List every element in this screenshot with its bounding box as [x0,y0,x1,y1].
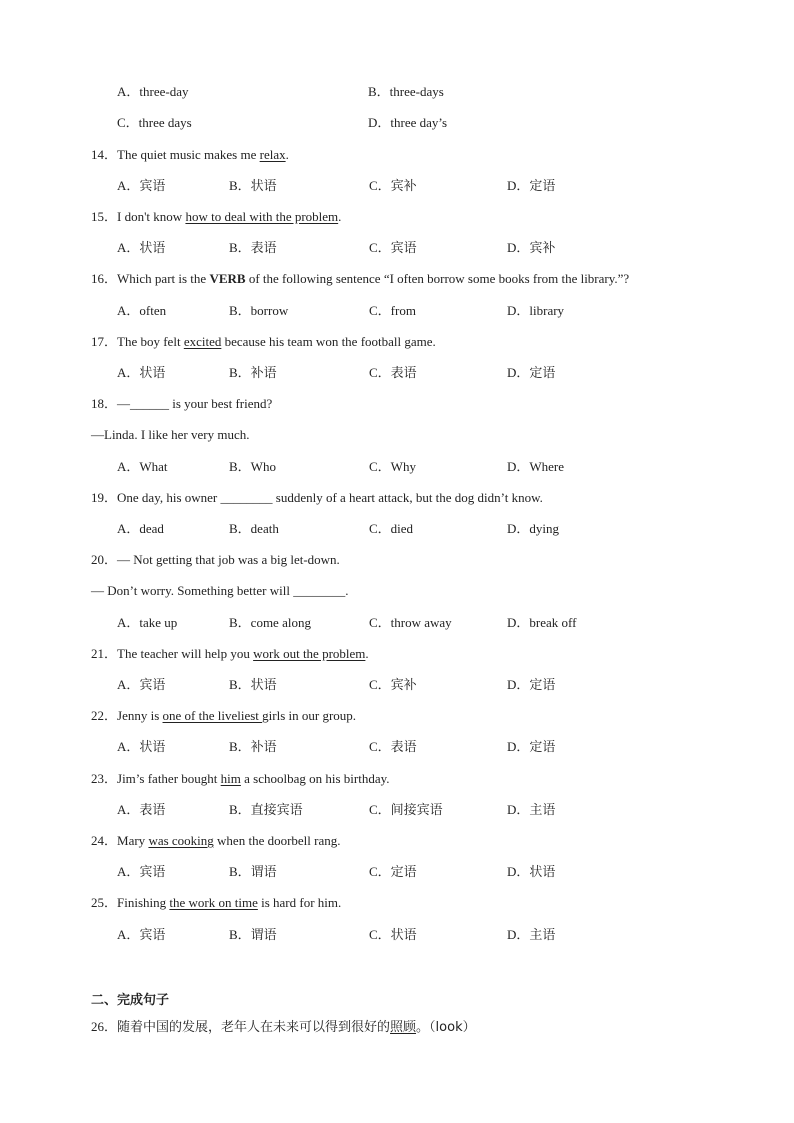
q18-option-a[interactable] [117,459,168,475]
q22-options-1-letter: B． [229,739,251,754]
question-14-stem [91,147,289,163]
q17-options-0-letter: A． [117,365,140,380]
q20-option-d[interactable] [507,615,576,631]
q23-option-b[interactable] [229,802,303,819]
q21-post: . [365,646,369,661]
q13-options-1-text: three-days [389,84,444,99]
q16-num: 16． [91,271,118,286]
q24-option-d[interactable] [507,864,555,881]
q19-options-3-letter: D． [507,521,530,536]
q13-option-c[interactable] [117,115,192,131]
q14-options-1-text: 状语 [250,179,277,194]
q13-options-3-letter: D． [368,115,391,130]
q20-options-1-letter: B． [229,615,251,630]
q18-option-c[interactable] [369,459,416,475]
q19-options-2-letter: C． [369,521,391,536]
q21-num: 21． [91,646,118,661]
q16-options-3-text: library [529,303,565,318]
q16-option-a[interactable] [117,303,166,319]
q24-underlined: was cooking [148,833,214,848]
q13-options-0-letter: A． [117,84,140,99]
question-19-stem [91,490,543,506]
q14-options-0-letter: A． [117,178,140,193]
q25-option-c[interactable] [369,927,417,944]
q20-options-0-letter: A． [117,615,140,630]
q19-options-3-text: dying [529,521,560,536]
q17-options-3-letter: D． [507,365,530,380]
question-16-stem [91,271,629,287]
q17-options-1-text: 补语 [250,366,277,381]
q23-post: a schoolbag on his birthday. [240,771,390,786]
q18-options-3-letter: D． [507,459,530,474]
q15-options-3-letter: D． [507,240,530,255]
q17-num: 17． [91,334,118,349]
q13-options-1-letter: B． [368,84,390,99]
q21-options-2-text: 宾补 [390,678,417,693]
q23-options-0-text: 表语 [139,803,166,818]
q14-underlined: relax [259,147,286,162]
q25-options-3-text: 主语 [529,928,556,943]
q19-option-d[interactable] [507,521,559,537]
q24-options-0-letter: A． [117,864,140,879]
q16-options-2-letter: C． [369,303,391,318]
q18-options-1-letter: B． [229,459,251,474]
q16-bold: VERB [209,271,246,286]
q23-option-a[interactable] [117,802,165,819]
q15-option-a[interactable] [117,240,165,257]
q14-post: . [285,147,289,162]
q24-option-b[interactable] [229,864,277,881]
q24-option-c[interactable] [369,864,417,881]
q14-option-c[interactable] [369,178,417,195]
q17-option-d[interactable] [507,365,555,382]
q25-options-0-letter: A． [117,927,140,942]
section-2-heading: 二、完成句子 [91,993,170,1008]
q17-pre: The boy felt [117,334,184,349]
q20-option-c[interactable] [369,615,452,631]
q21-option-c[interactable] [369,677,417,694]
q23-options-2-letter: C． [369,802,391,817]
q20-options-3-text: break off [529,615,577,630]
q16-option-c[interactable] [369,303,416,319]
question-24-stem [91,833,341,849]
q22-options-0-letter: A． [117,739,140,754]
q17-options-3-text: 定语 [529,366,556,381]
question-20-reply [91,583,348,599]
q24-options-1-text: 谓语 [250,865,277,880]
q17-options-1-letter: B． [229,365,251,380]
q14-options-3-letter: D． [507,178,530,193]
q25-options-1-letter: B． [229,927,251,942]
q20-options-3-letter: D． [507,615,530,630]
q16-option-d[interactable] [507,303,564,319]
question-23-stem [91,771,390,787]
q16-pre: Which part is the [117,271,210,286]
q21-option-b[interactable] [229,677,277,694]
q15-options-1-letter: B． [229,240,251,255]
q23-options-3-text: 主语 [529,803,556,818]
q25-options-2-letter: C． [369,927,391,942]
q21-option-a[interactable] [117,677,165,694]
q22-option-d[interactable] [507,739,555,756]
q18-line2: —Linda. I like her very much. [91,427,250,442]
q25-num: 25． [91,895,118,910]
q14-options-1-letter: B． [229,178,251,193]
question-25-stem [91,895,341,911]
q22-post: girls in our group. [262,708,357,723]
q25-pre: Finishing [117,895,170,910]
q14-option-d[interactable] [507,178,555,195]
q19-num: 19． [91,490,118,505]
q25-option-b[interactable] [229,927,277,944]
question-17-stem [91,334,436,350]
q19-text: One day, his owner ________ suddenly of a heart attack, but the dog didn’t know. [117,490,543,505]
q24-post: when the doorbell rang. [213,833,341,848]
q22-options-3-letter: D． [507,739,530,754]
q19-options-0-letter: A． [117,521,140,536]
q14-pre: The quiet music makes me [117,147,260,162]
q24-options-2-text: 定语 [390,865,417,880]
q13-option-d[interactable] [368,115,447,131]
q21-options-3-text: 定语 [529,678,556,693]
q22-option-a[interactable] [117,739,165,756]
q16-options-0-letter: A． [117,303,140,318]
q13-option-a[interactable] [117,84,188,100]
q13-options-2-text: three days [138,115,192,130]
q26-num: 26． [91,1019,118,1034]
q20-option-a[interactable] [117,615,177,631]
q17-underlined: excited [183,334,222,349]
q15-options-1-text: 表语 [250,241,277,256]
q18-options-3-text: Where [529,459,565,474]
question-21-stem [91,646,369,662]
question-18-stem [91,396,272,412]
q16-options-2-text: from [390,303,416,318]
q17-options-2-letter: C． [369,365,391,380]
q20-option-b[interactable] [229,615,311,631]
q17-option-c[interactable] [369,365,417,382]
q15-options-0-letter: A． [117,240,140,255]
q22-options-1-text: 补语 [250,740,277,755]
q20-options-2-text: throw away [390,615,452,630]
question-20-stem [91,552,340,568]
q22-options-3-text: 定语 [529,740,556,755]
q19-options-1-letter: B． [229,521,251,536]
q20-num: 20． [91,552,118,567]
q18-options-2-letter: C． [369,459,391,474]
q14-num: 14． [91,147,118,162]
q24-options-3-letter: D． [507,864,530,879]
q16-options-3-letter: D． [507,303,530,318]
q14-option-a[interactable] [117,178,165,195]
q13-options-2-letter: C． [117,115,139,130]
q19-option-b[interactable] [229,521,279,537]
q15-options-3-text: 宾补 [529,241,556,256]
q21-options-1-letter: B． [229,677,251,692]
q24-options-3-text: 状语 [529,865,556,880]
q24-num: 24． [91,833,118,848]
q15-option-d[interactable] [507,240,555,257]
question-18-reply [91,427,249,443]
q21-underlined: work out the problem [253,646,366,661]
q25-options-0-text: 宾语 [139,928,166,943]
q26-underlined: 照顾 [390,1020,417,1035]
q21-options-0-text: 宾语 [139,678,166,693]
q22-num: 22． [91,708,118,723]
q20-options-1-text: come along [250,615,311,630]
q26-pre: 随着中国的发展，老年人在未来可以得到很好的 [117,1020,391,1035]
q25-options-1-text: 谓语 [250,928,277,943]
q14-options-0-text: 宾语 [139,179,166,194]
q22-underlined: one of the liveliest [162,708,263,723]
q23-options-3-letter: D． [507,802,530,817]
q19-options-0-text: dead [139,521,164,536]
q22-options-0-text: 状语 [139,740,166,755]
q15-options-0-text: 状语 [139,241,166,256]
q25-post: is hard for him. [257,895,342,910]
q15-options-2-letter: C． [369,240,391,255]
q21-pre: The teacher will help you [117,646,254,661]
q18-options-0-text: What [139,459,168,474]
q24-pre: Mary [117,833,149,848]
question-22-stem [91,708,356,724]
q18-line1: —______ is your best friend? [117,396,273,411]
q23-underlined: him [220,771,241,786]
q18-options-1-text: Who [250,459,276,474]
q23-num: 23． [91,771,118,786]
q13-options-3-text: three day’s [390,115,448,130]
q26-post: 。（look） [416,1020,476,1035]
q14-options-3-text: 定语 [529,179,556,194]
q23-options-1-text: 直接宾语 [250,803,303,818]
q18-num: 18． [91,396,118,411]
q25-option-a[interactable] [117,927,165,944]
q23-options-0-letter: A． [117,802,140,817]
q16-options-0-text: often [139,303,167,318]
q22-options-2-text: 表语 [390,740,417,755]
q19-option-a[interactable] [117,521,164,537]
q23-options-2-text: 间接宾语 [390,803,443,818]
q14-options-2-text: 宾补 [390,179,417,194]
q22-option-b[interactable] [229,739,277,756]
q24-options-0-text: 宾语 [139,865,166,880]
q25-options-3-letter: D． [507,927,530,942]
q14-option-b[interactable] [229,178,277,195]
q21-options-2-letter: C． [369,677,391,692]
q15-underlined: how to deal with the problem [185,209,339,224]
q16-options-1-letter: B． [229,303,251,318]
q14-options-2-letter: C． [369,178,391,193]
q25-underlined: the work on time [169,895,258,910]
q22-pre: Jenny is [117,708,163,723]
q18-options-0-letter: A． [117,459,140,474]
q21-options-0-letter: A． [117,677,140,692]
q21-options-3-letter: D． [507,677,530,692]
q16-options-1-text: borrow [250,303,289,318]
q13-option-b[interactable] [368,84,444,100]
q20-line1: — Not getting that job was a big let-down. [117,552,340,567]
q16-post: of the following sentence “I often borrow some books from the library.”? [245,271,630,286]
q17-post: because his team won the football game. [221,334,436,349]
q17-options-2-text: 表语 [390,366,417,381]
q15-num: 15． [91,209,118,224]
q20-options-2-letter: C． [369,615,391,630]
q15-post: . [338,209,342,224]
q18-options-2-text: Why [390,459,416,474]
q15-option-c[interactable] [369,240,417,257]
q21-options-1-text: 状语 [250,678,277,693]
q23-option-d[interactable] [507,802,555,819]
q23-option-c[interactable] [369,802,443,819]
q23-options-1-letter: B． [229,802,251,817]
q20-options-0-text: take up [139,615,178,630]
question-15-stem [91,209,341,225]
q18-option-b[interactable] [229,459,276,475]
q24-options-2-letter: C． [369,864,391,879]
q25-options-2-text: 状语 [390,928,417,943]
q22-options-2-letter: C． [369,739,391,754]
q20-line2: — Don’t worry. Something better will ________. [91,583,349,598]
q24-option-a[interactable] [117,864,165,881]
q15-options-2-text: 宾语 [390,241,417,256]
q17-options-0-text: 状语 [139,366,166,381]
q15-pre: I don't know [117,209,186,224]
q18-option-d[interactable] [507,459,564,475]
q16-option-b[interactable] [229,303,288,319]
q13-options-0-text: three-day [139,84,189,99]
q23-pre: Jim’s father bought [117,771,221,786]
q25-option-d[interactable] [507,927,555,944]
q15-option-b[interactable] [229,240,277,257]
q17-option-b[interactable] [229,365,277,382]
q19-option-c[interactable] [369,521,413,537]
question-26-stem [91,1019,476,1036]
q21-option-d[interactable] [507,677,555,694]
q17-option-a[interactable] [117,365,165,382]
q19-options-1-text: death [250,521,279,536]
q22-option-c[interactable] [369,739,417,756]
q24-options-1-letter: B． [229,864,251,879]
q19-options-2-text: died [390,521,414,536]
